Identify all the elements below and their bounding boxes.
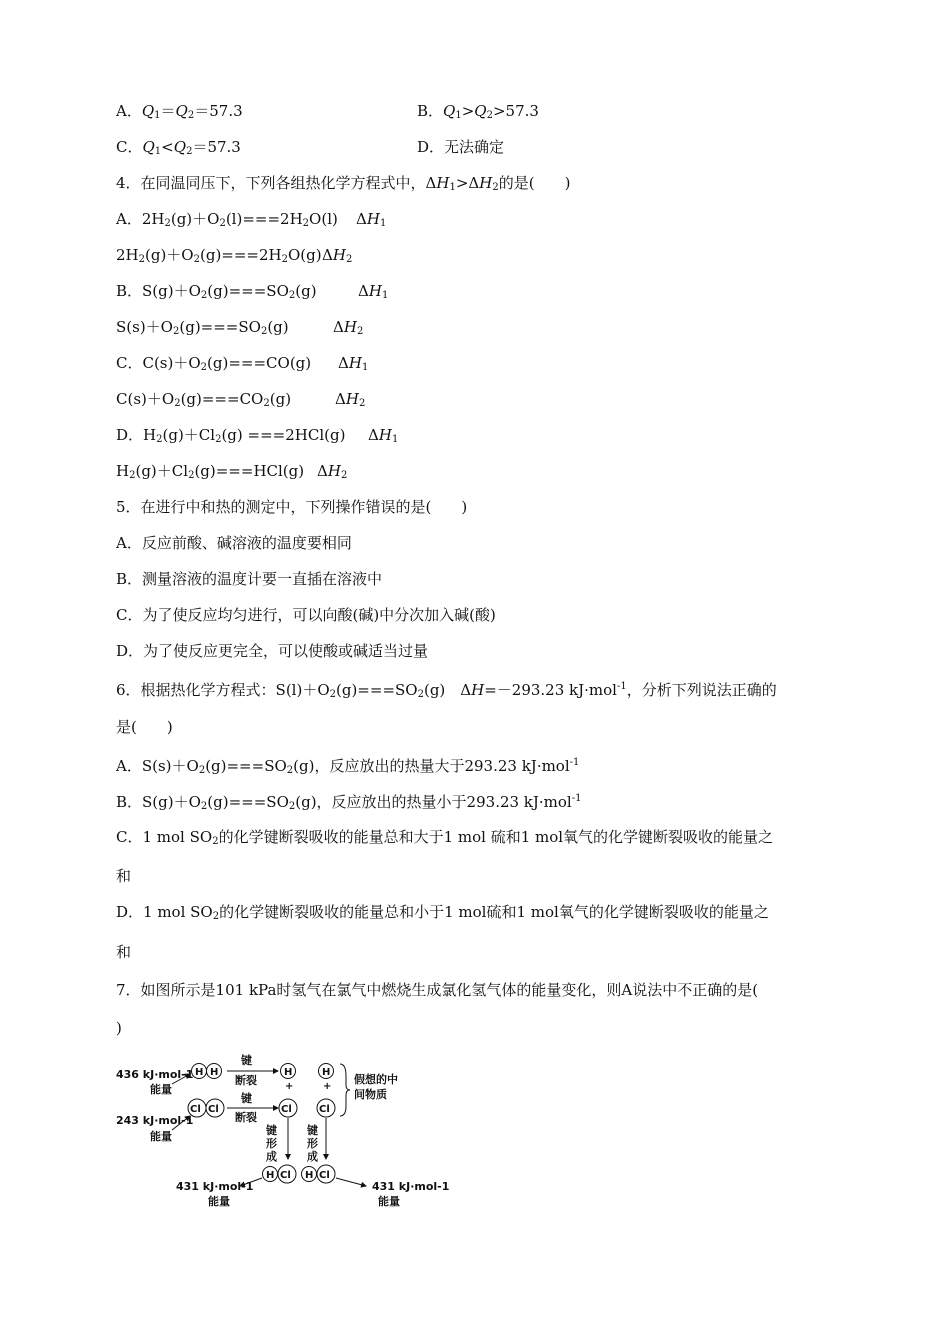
energy-diagram <box>110 1052 450 1212</box>
q6-option-c: C．1 mol $SO_2$的化学键断裂吸收的能量总和大于1 mol 硫和1 mol氧气的化学键断裂吸收的能量之 <box>116 828 774 847</box>
q6-stem: 6．根据热化学方程式：$S(l)+O_2(g)===SO_2(g)$ ΔH=－293.23 kJ·mol$^{-1}$，分析下列说法正确的 <box>116 681 777 700</box>
q4-option-c-eq2: $C(s)+O_2(g)===CO_2(g)$ <box>116 390 292 409</box>
form-label: 键 <box>307 1124 318 1137</box>
svg-text:Cl: Cl <box>190 1104 201 1115</box>
q3-option-a: A．$Q_1=Q_2=57.3$ <box>116 102 243 121</box>
svg-text:H: H <box>195 1067 204 1078</box>
svg-text:Cl: Cl <box>280 1170 291 1181</box>
delta-h1: $\Delta H_1$ <box>368 426 399 445</box>
clcl-energy-value: 243 kJ·mol-1 <box>116 1114 194 1127</box>
q4-option-b-eq1: B．$S(g)+O_2(g)===SO_2(g)$ <box>116 282 317 301</box>
form-label: 成 <box>307 1150 318 1163</box>
energy-label: 能量 <box>208 1195 230 1208</box>
delta-h2: $\Delta H_2$ <box>333 318 364 337</box>
energy-label: 能量 <box>150 1083 172 1096</box>
form-label: 键 <box>266 1124 277 1137</box>
q3-option-b: B．$Q_1>Q_2>57.3$ <box>417 102 539 121</box>
svg-text:+: + <box>285 1081 294 1092</box>
q5-option-b: B．测量溶液的温度计要一直插在溶液中 <box>116 570 383 588</box>
svg-text:H: H <box>284 1067 293 1078</box>
delta-h2: $\Delta H_2$ <box>335 390 366 409</box>
q6-stem-cont: 是( ) <box>116 718 173 736</box>
q5-option-a: A．反应前酸、碱溶液的温度要相同 <box>116 534 352 552</box>
hh-energy-value: 436 kJ·mol-1 <box>116 1068 194 1081</box>
q4-option-b-eq2: $S(s)+O_2(g)===SO_2(g)$ <box>116 318 289 337</box>
q6-option-d-cont: 和 <box>116 943 132 961</box>
svg-text:H: H <box>322 1067 331 1078</box>
hcl-energy-value: 431 kJ·mol-1 <box>176 1180 254 1193</box>
svg-text:H: H <box>210 1067 219 1078</box>
delta-h2: $\Delta H_2$ <box>317 462 348 481</box>
q4-option-d-eq2: $H_2(g)+Cl_2(g)===HCl(g)$ <box>116 462 305 481</box>
break-label: 断裂 <box>235 1111 257 1124</box>
q4-option-a-eq2: $2H_2(g)+O_2(g)===2H_2O(g)$ <box>116 246 322 265</box>
delta-h1: $\Delta H_1$ <box>358 282 389 301</box>
form-label: 形 <box>307 1137 318 1150</box>
delta-h2: $\Delta H_2$ <box>322 246 353 265</box>
form-label: 形 <box>266 1137 277 1150</box>
bond-label: 键 <box>241 1092 252 1105</box>
svg-text:H: H <box>266 1170 275 1181</box>
hypothetical-label: 间物质 <box>354 1088 387 1101</box>
q4-stem: 4．在同温同压下，下列各组热化学方程式中，$\Delta H_1>\Delta H_2$的是( ) <box>116 174 571 193</box>
form-label: 成 <box>266 1150 277 1163</box>
q6-option-d: D．1 mol $SO_2$的化学键断裂吸收的能量总和小于1 mol硫和1 mol氧气的化学键断裂吸收的能量之 <box>116 903 769 922</box>
q7-stem-cont: ) <box>116 1019 122 1037</box>
svg-text:Cl: Cl <box>319 1170 330 1181</box>
q6-option-a: A．$S(s)+O_2(g)===SO_2(g)$，反应放出的热量大于293.23 kJ·mol$^{-1}$ <box>116 757 580 776</box>
q7-stem: 7．如图所示是101 kPa时氢气在氯气中燃烧生成氯化氢气体的能量变化，则A说法中不正确的是( <box>116 981 759 999</box>
svg-text:Cl: Cl <box>319 1104 330 1115</box>
q5-option-c: C．为了使反应均匀进行，可以向酸(碱)中分次加入碱(酸) <box>116 606 496 624</box>
svg-text:H: H <box>305 1170 314 1181</box>
delta-h1: $\Delta H_1$ <box>338 354 369 373</box>
svg-text:Cl: Cl <box>281 1104 292 1115</box>
energy-label: 能量 <box>150 1130 172 1143</box>
hcl-energy-value: 431 kJ·mol-1 <box>372 1180 450 1193</box>
q4-option-a-eq1: A．$2H_2(g)+O_2(l)===2H_2O(l)$ <box>116 210 338 229</box>
q6-option-b: B．$S(g)+O_2(g)===SO_2(g)$，反应放出的热量小于293.23 kJ·mol$^{-1}$ <box>116 793 582 812</box>
delta-h1: $\Delta H_1$ <box>356 210 387 229</box>
q5-option-d: D．为了使反应更完全，可以使酸或碱适当过量 <box>116 642 429 660</box>
q4-option-c-eq1: C．$C(s)+O_2(g)===CO(g)$ <box>116 354 312 373</box>
q6-option-c-cont: 和 <box>116 867 132 885</box>
bond-label: 键 <box>241 1054 252 1067</box>
q4-option-d-eq1: D．$H_2(g)+Cl_2(g) ===2HCl(g)$ <box>116 426 346 445</box>
q3-option-c: C．$Q_1<Q_2=57.3$ <box>116 138 241 157</box>
q3-option-d: D．无法确定 <box>417 138 505 156</box>
svg-text:Cl: Cl <box>208 1104 219 1115</box>
q5-stem: 5．在进行中和热的测定中，下列操作错误的是( ) <box>116 498 468 516</box>
svg-text:+: + <box>323 1081 332 1092</box>
break-label: 断裂 <box>235 1074 257 1087</box>
hypothetical-label: 假想的中 <box>354 1073 398 1086</box>
brace <box>340 1064 350 1116</box>
energy-label: 能量 <box>378 1195 400 1208</box>
